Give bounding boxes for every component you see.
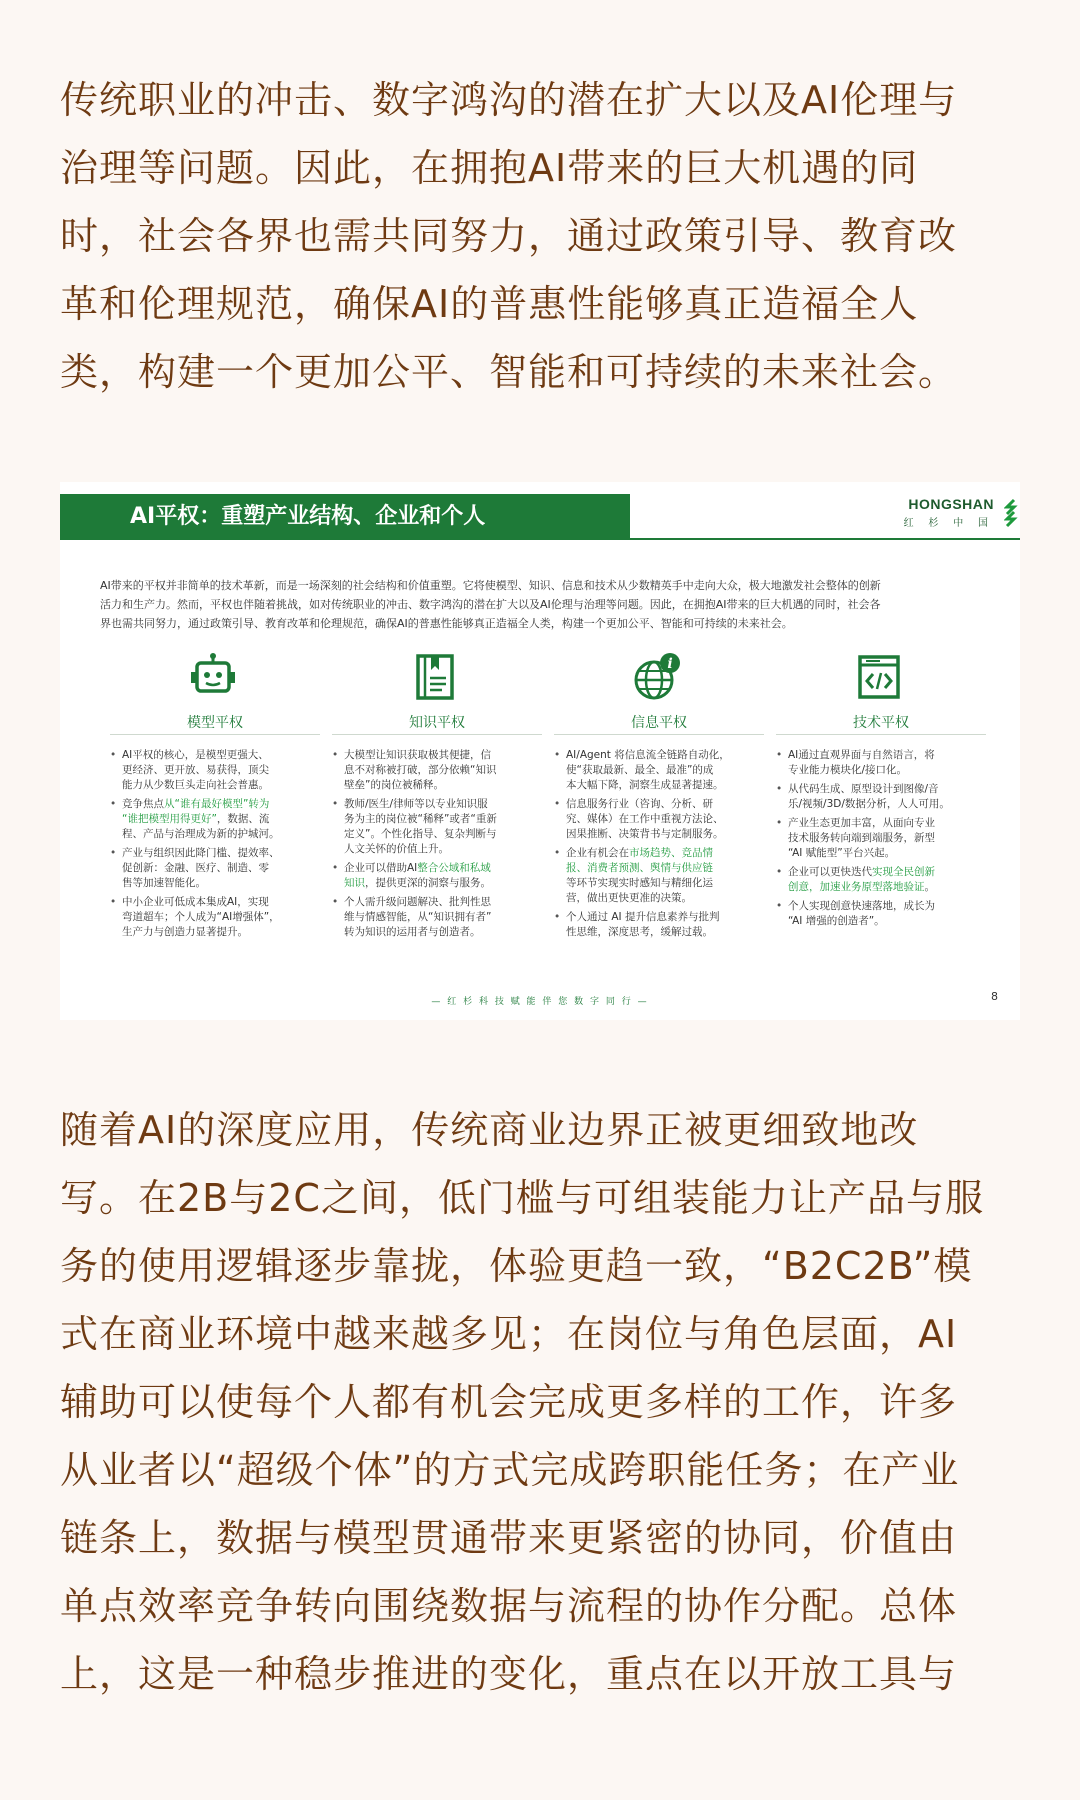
bullet-line xyxy=(122,876,320,891)
text-line: 活力和生产力。然而，平权也伴随着挑战，如对传统职业的冲击、数字鸿沟的潜在扩大以及AI伦理与治理等问题。因此，在拥抱AI带来的巨大机遇的同时，社会各 xyxy=(100,598,881,611)
plain-text: 转为知识的运用者与创造者。 xyxy=(344,926,481,938)
column-divider xyxy=(776,734,986,735)
bullet-line xyxy=(122,910,320,925)
bullet-line xyxy=(566,876,764,891)
article-paragraph-top xyxy=(60,66,1020,406)
bullet-item xyxy=(110,846,320,891)
bullet-line xyxy=(788,846,986,861)
bullet-item xyxy=(332,748,542,793)
plain-text: 生产力与创造力显著提升。 xyxy=(122,926,248,938)
plain-text: AI通过直观界面与自然语言，将 xyxy=(788,749,935,761)
plain-text: 。 xyxy=(924,881,935,893)
plain-text: 人文关怀的价值上升。 xyxy=(344,843,449,855)
bullet-item xyxy=(776,816,986,861)
logo-mark-icon xyxy=(1004,498,1018,528)
bullet-item xyxy=(110,797,320,842)
bullet-line xyxy=(566,827,764,842)
plain-text: 维与情感智能，从“知识拥有者” xyxy=(344,911,492,923)
bullet-line xyxy=(122,895,320,910)
plain-text: 技术服务转向端到端服务，新型 xyxy=(788,832,935,844)
plain-text: 壁垒”的岗位被稀释。 xyxy=(344,779,444,791)
title-underline xyxy=(630,538,1020,540)
plain-text: 营，做出更快更准的决策。 xyxy=(566,892,692,904)
bullet-line xyxy=(788,880,986,895)
text-line: 式在商业环境中越来越多见；在岗位与角色层面，AI xyxy=(60,1312,958,1356)
plain-text: 企业可以借助AI xyxy=(344,862,418,874)
logo-text-en: HONGSHAN xyxy=(908,496,994,512)
bullet-line xyxy=(122,748,320,763)
text-line: 辅助可以使每个人都有机会完成更多样的工作，许多 xyxy=(60,1380,958,1424)
plain-text: 个人实现创意快速落地，成长为 xyxy=(788,900,935,912)
bullet-line xyxy=(566,910,764,925)
bullet-item xyxy=(776,865,986,895)
bullet-item xyxy=(554,748,764,793)
plain-text: 专业能力模块化/接口化。 xyxy=(788,764,908,776)
bullet-line xyxy=(788,782,986,797)
bullet-item xyxy=(776,748,986,778)
text-line: 从业者以“超级个体”的方式完成跨职能任务；在产业 xyxy=(60,1448,960,1492)
column-title: 模型平权 xyxy=(187,715,243,731)
bullet-item xyxy=(776,899,986,929)
text-line: 务的使用逻辑逐步靠拢，体验更趋一致，“B2C2B”模 xyxy=(60,1244,973,1288)
bullet-line xyxy=(566,778,764,793)
bullet-item xyxy=(554,846,764,906)
text-line: 上，这是一种稳步推进的变化，重点在以开放工具与 xyxy=(60,1652,958,1696)
plain-text: ，数据、流 xyxy=(216,813,270,825)
bullet-line xyxy=(566,846,764,861)
plain-text: 个人通过 AI 提升信息素养与批判 xyxy=(566,911,720,923)
bullet-line xyxy=(344,842,542,857)
bullet-item xyxy=(332,861,542,891)
bullet-item xyxy=(110,748,320,793)
plain-text: 程、产品与治理成为新的护城河。 xyxy=(122,828,280,840)
highlight-text: 市场趋势、竞品情 xyxy=(629,847,713,859)
slide-footer: — 红 杉 科 技 赋 能 伴 您 数 字 同 行 — xyxy=(431,997,649,1007)
text-line: 时，社会各界也需共同努力，通过政策引导、教育改 xyxy=(60,214,958,258)
bullet-line xyxy=(122,778,320,793)
bullet-line xyxy=(566,861,764,876)
plain-text: 信息服务行业（咨询、分析、研 xyxy=(566,798,713,810)
plain-text: 大模型让知识获取极其便捷，信 xyxy=(344,749,491,761)
plain-text: 性思维，深度思考，缓解过载。 xyxy=(566,926,713,938)
highlight-text: 创意，加速业务原型落地验证 xyxy=(788,881,925,893)
bullet-line xyxy=(344,763,542,778)
bullet-line xyxy=(122,763,320,778)
bullet-line xyxy=(788,899,986,914)
bullet-item xyxy=(776,782,986,812)
plain-text: “AI 增强的创造者”。 xyxy=(788,915,885,927)
plain-text: ，提供更深的洞察与服务。 xyxy=(365,877,491,889)
bullet-line xyxy=(344,748,542,763)
robot-icon xyxy=(188,652,238,702)
plain-text: 使“获取最新、最全、最准”的成 xyxy=(566,764,714,776)
bullet-line xyxy=(788,816,986,831)
bullet-line xyxy=(344,910,542,925)
column-title: 知识平权 xyxy=(409,715,465,731)
bullet-line xyxy=(566,748,764,763)
text-line: 治理等问题。因此，在拥抱AI带来的巨大机遇的同 xyxy=(60,146,919,190)
plain-text: 定义”。个性化指导、复杂判断与 xyxy=(344,828,497,840)
plain-text: 能力从少数巨头走向社会普惠。 xyxy=(122,779,269,791)
bullet-line xyxy=(788,831,986,846)
column-items xyxy=(554,748,764,944)
bullet-line xyxy=(344,876,542,891)
bullet-line xyxy=(344,778,542,793)
plain-text: 促创新：金融、医疗、制造、零 xyxy=(122,862,269,874)
report-slide-image xyxy=(60,482,1020,1020)
plain-text: 本大幅下降，洞察生成显著提速。 xyxy=(566,779,724,791)
column-items xyxy=(332,748,542,944)
plain-text: 务为主的岗位被“稀释”或者“重新 xyxy=(344,813,497,825)
plain-text: 弯道超车；个人成为“AI增强体”， xyxy=(122,911,280,923)
text-line: AI带来的平权并非简单的技术革新，而是一场深刻的社会结构和价值重塑。它将使模型、知识、信息和技术从少数精英手中走向大众，极大地激发社会整体的创新 xyxy=(100,579,881,592)
column-items xyxy=(110,748,320,944)
bullet-line xyxy=(566,797,764,812)
bullet-line xyxy=(566,812,764,827)
bullet-line xyxy=(344,812,542,827)
bullet-item xyxy=(110,895,320,940)
plain-text: 从代码生成、原型设计到图像/音 xyxy=(788,783,939,795)
bullet-line xyxy=(566,891,764,906)
hongshan-logo xyxy=(904,496,994,529)
bullet-line xyxy=(566,925,764,940)
highlight-text: 从“谁有最好模型”转为 xyxy=(164,798,270,810)
plain-text: 等环节实现实时感知与精细化运 xyxy=(566,877,713,889)
bullet-item xyxy=(554,910,764,940)
book-icon xyxy=(410,652,460,702)
plain-text: 教师/医生/律师等以专业知识服 xyxy=(344,798,488,810)
globe-info-icon xyxy=(632,652,682,702)
text-line: 单点效率竞争转向围绕数据与流程的协作分配。总体 xyxy=(60,1584,958,1628)
code-window-icon xyxy=(854,652,904,702)
article-paragraph-bottom xyxy=(60,1096,1020,1708)
bullet-item xyxy=(554,797,764,842)
plain-text: 更经济、更开放、易获得，顶尖 xyxy=(122,764,269,776)
highlight-text: “谁把模型用得更好” xyxy=(122,813,217,825)
plain-text: “AI 赋能型”平台兴起。 xyxy=(788,847,896,859)
highlight-text: 报、消费者预测、舆情与供应链 xyxy=(566,862,713,874)
plain-text: 中小企业可低成本集成AI，实现 xyxy=(122,896,269,908)
plain-text: 乐/视频/3D/数据分析，人人可用。 xyxy=(788,798,950,810)
plain-text: 售等加速智能化。 xyxy=(122,877,206,889)
page-number: 8 xyxy=(991,990,998,1003)
column-divider xyxy=(332,734,542,735)
svg-text:i: i xyxy=(667,656,673,672)
plain-text: 企业可以更快迭代 xyxy=(788,866,872,878)
slide-title: AI平权：重塑产业结构、企业和个人 xyxy=(60,494,630,540)
bullet-line xyxy=(344,895,542,910)
plain-text: 竞争焦点 xyxy=(122,798,164,810)
plain-text: AI/Agent 将信息流全链路自动化， xyxy=(566,749,730,761)
plain-text: 产业生态更加丰富，从面向专业 xyxy=(788,817,935,829)
bullet-line xyxy=(344,827,542,842)
text-line: 写。在2B与2C之间，低门槛与可组装能力让产品与服 xyxy=(60,1176,984,1220)
bullet-item xyxy=(332,797,542,857)
text-line: 类，构建一个更加公平、智能和可持续的未来社会。 xyxy=(60,350,958,394)
bullet-line xyxy=(122,861,320,876)
bullet-line xyxy=(788,914,986,929)
bullet-line xyxy=(122,797,320,812)
text-line: 链条上，数据与模型贯通带来更紧密的协同，价值由 xyxy=(60,1516,958,1560)
column-title: 技术平权 xyxy=(853,715,909,731)
highlight-text: 知识 xyxy=(344,877,365,889)
bullet-line xyxy=(788,763,986,778)
column-title: 信息平权 xyxy=(631,715,687,731)
highlight-text: 整合公域和私域 xyxy=(417,862,491,874)
bullet-line xyxy=(122,812,320,827)
bullet-line xyxy=(122,827,320,842)
bullet-line xyxy=(344,861,542,876)
plain-text: 究、媒体）在工作中重视方法论、 xyxy=(566,813,724,825)
column-divider xyxy=(554,734,764,735)
plain-text: 企业有机会在 xyxy=(566,847,629,859)
bullet-line xyxy=(788,797,986,812)
bullet-item xyxy=(332,895,542,940)
plain-text: 产业与组织因此降门槛、提效率、 xyxy=(122,847,280,859)
column-divider xyxy=(110,734,320,735)
logo-text-cn: 红 杉 中 国 xyxy=(903,518,994,529)
plain-text: 因果推断、决策背书与定制服务。 xyxy=(566,828,724,840)
text-line: 革和伦理规范，确保AI的普惠性能够真正造福全人 xyxy=(60,282,919,326)
plain-text: 息不对称被打破，部分依赖“知识 xyxy=(344,764,497,776)
plain-text: 个人需升级问题解决、批判性思 xyxy=(344,896,491,908)
bullet-line xyxy=(344,925,542,940)
bullet-line xyxy=(566,763,764,778)
bullet-line xyxy=(122,846,320,861)
bullet-line xyxy=(122,925,320,940)
text-line: 传统职业的冲击、数字鸿沟的潜在扩大以及AI伦理与 xyxy=(60,78,958,122)
slide-intro-text xyxy=(100,576,980,633)
text-line: 界也需共同努力，通过政策引导、教育改革和伦理规范，确保AI的普惠性能够真正造福全人类，构建一个更加公平、智能和可持续的未来社会。 xyxy=(100,617,793,630)
bullet-line xyxy=(788,865,986,880)
column-items xyxy=(776,748,986,933)
bullet-line xyxy=(788,748,986,763)
plain-text: AI平权的核心，是模型更强大、 xyxy=(122,749,269,761)
bullet-line xyxy=(344,797,542,812)
highlight-text: 实现全民创新 xyxy=(872,866,935,878)
text-line: 随着AI的深度应用，传统商业边界正被更细致地改 xyxy=(60,1108,919,1152)
